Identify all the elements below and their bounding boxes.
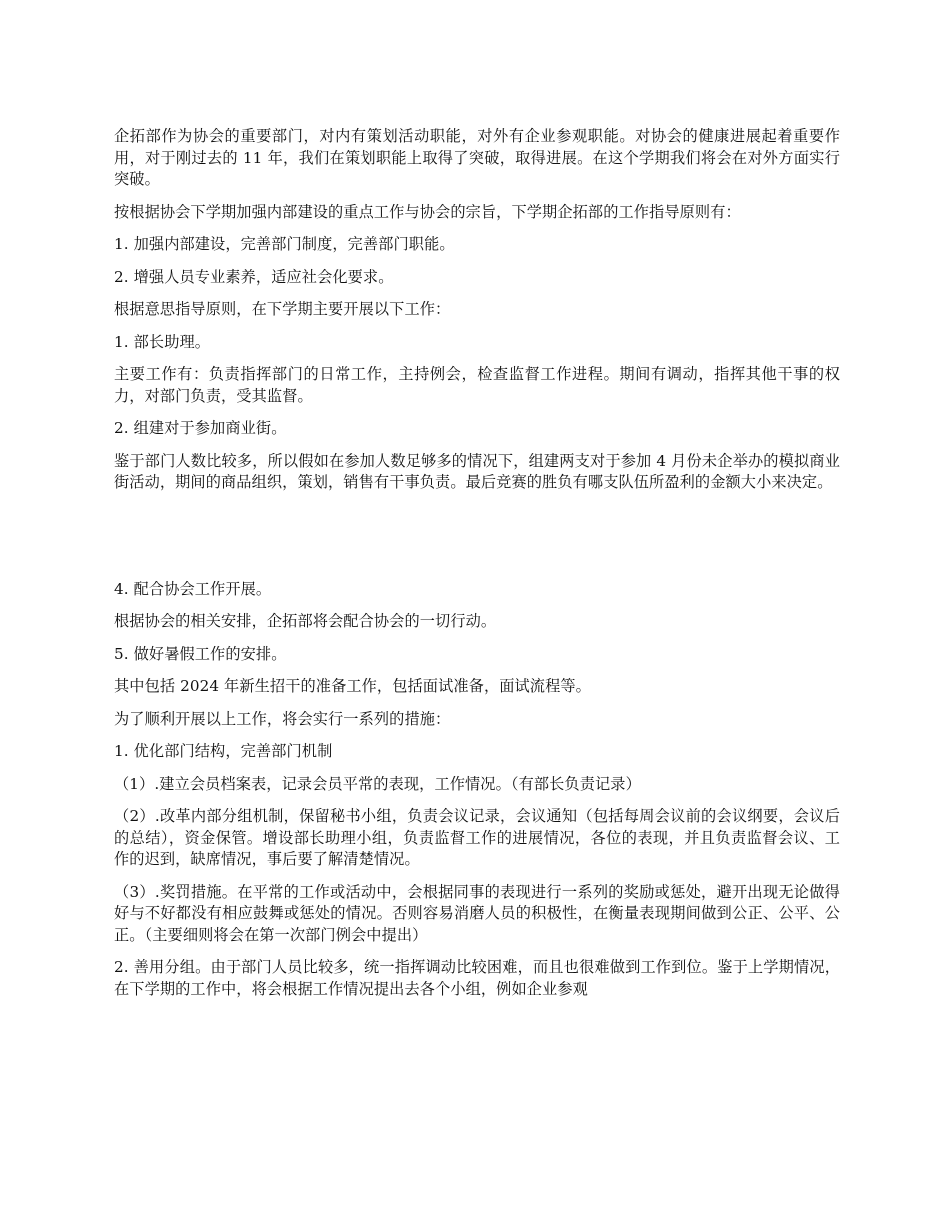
paragraph-principles-intro: 按根据协会下学期加强内部建设的重点工作与协会的宗旨，下学期企拓部的工作指导原则有： bbox=[114, 202, 741, 221]
paragraph-principle-1: 1. 加强内部建设，完善部门制度，完善部门职能。 bbox=[114, 235, 455, 253]
paragraph-work-intro: 根据意思指导原则，在下学期主要开展以下工作： bbox=[114, 300, 451, 318]
paragraph-work-4-heading: 4. 配合协会工作开展。 bbox=[114, 579, 272, 598]
paragraph-principle-2: 2. 增强人员专业素养，适应社会化要求。 bbox=[114, 267, 394, 286]
paragraph-measure-1-2: （2）.改革内部分组机制，保留秘书小组，负责会议记录，会议通知（包括每周会议前的会议纲要，会议后的总结），资金保管。增设部长助理小组，负责监督工作的进展情况，各位的表现，并且负责监督会议、工作的迟到，缺席情况，事后要了解清楚情况。 bbox=[114, 807, 840, 868]
paragraph-measures-intro: 为了顺利开展以上工作，将会实行一系列的措施： bbox=[114, 709, 451, 728]
paragraph-work-4-body: 根据协会的相关安排，企拓部将会配合协会的一切行动。 bbox=[114, 612, 497, 630]
paragraph-work-2-heading: 2. 组建对于参加商业街。 bbox=[114, 419, 287, 437]
paragraph-work-5-heading: 5. 做好暑假工作的安排。 bbox=[114, 644, 287, 663]
paragraph-work-5-body: 其中包括 2024 年新生招干的准备工作，包括面试准备，面试流程等。 bbox=[114, 677, 591, 695]
paragraph-work-1-heading: 1. 部长助理。 bbox=[114, 332, 211, 351]
paragraph-measure-1-heading: 1. 优化部门结构，完善部门机制 bbox=[114, 742, 333, 760]
paragraph-measure-1-1: （1）.建立会员档案表，记录会员平常的表现，工作情况。（有部长负责记录） bbox=[114, 774, 641, 793]
paragraph-intro: 企拓部作为协会的重要部门，对内有策划活动职能，对外有企业参观职能。对协会的健康进展起着重要作用，对于刚过去的 11 年，我们在策划职能上取得了突破，取得进展。在这个学期我们将会在对外方面实行突破。 bbox=[114, 127, 840, 188]
paragraph-work-2-body: 鉴于部门人数比较多，所以假如在参加人数足够多的情况下，组建两支对于参加 4 月份未企举办的模拟商业街活动，期间的商品组织，策划，销售有干事负责。最后竞赛的胜负有哪支队伍所盈利的金额大小来决定。 bbox=[114, 451, 840, 491]
document-body bbox=[114, 126, 840, 1011]
blank-gap bbox=[114, 505, 840, 579]
paragraph-measure-2: 2. 善用分组。由于部门人员比较多，统一指挥调动比较困难，而且也很难做到工作到位。鉴于上学期情况，在下学期的工作中，将会根据工作情况提出去各个小组，例如企业参观 bbox=[114, 958, 840, 998]
paragraph-work-1-body: 主要工作有：负责指挥部门的日常工作，主持例会，检查监督工作进程。期间有调动，指挥其他干事的权力，对部门负责，受其监督。 bbox=[114, 365, 840, 405]
paragraph-measure-1-3: （3）.奖罚措施。在平常的工作或活动中，会根据同事的表现进行一系列的奖励或惩处，避开出现无论做得好与不好都没有相应鼓舞或惩处的情况。否则容易消磨人员的积极性，在衡量表现期间做到公正、公平、公正。（主要细则将会在第一次部门例会中提出） bbox=[114, 882, 840, 944]
